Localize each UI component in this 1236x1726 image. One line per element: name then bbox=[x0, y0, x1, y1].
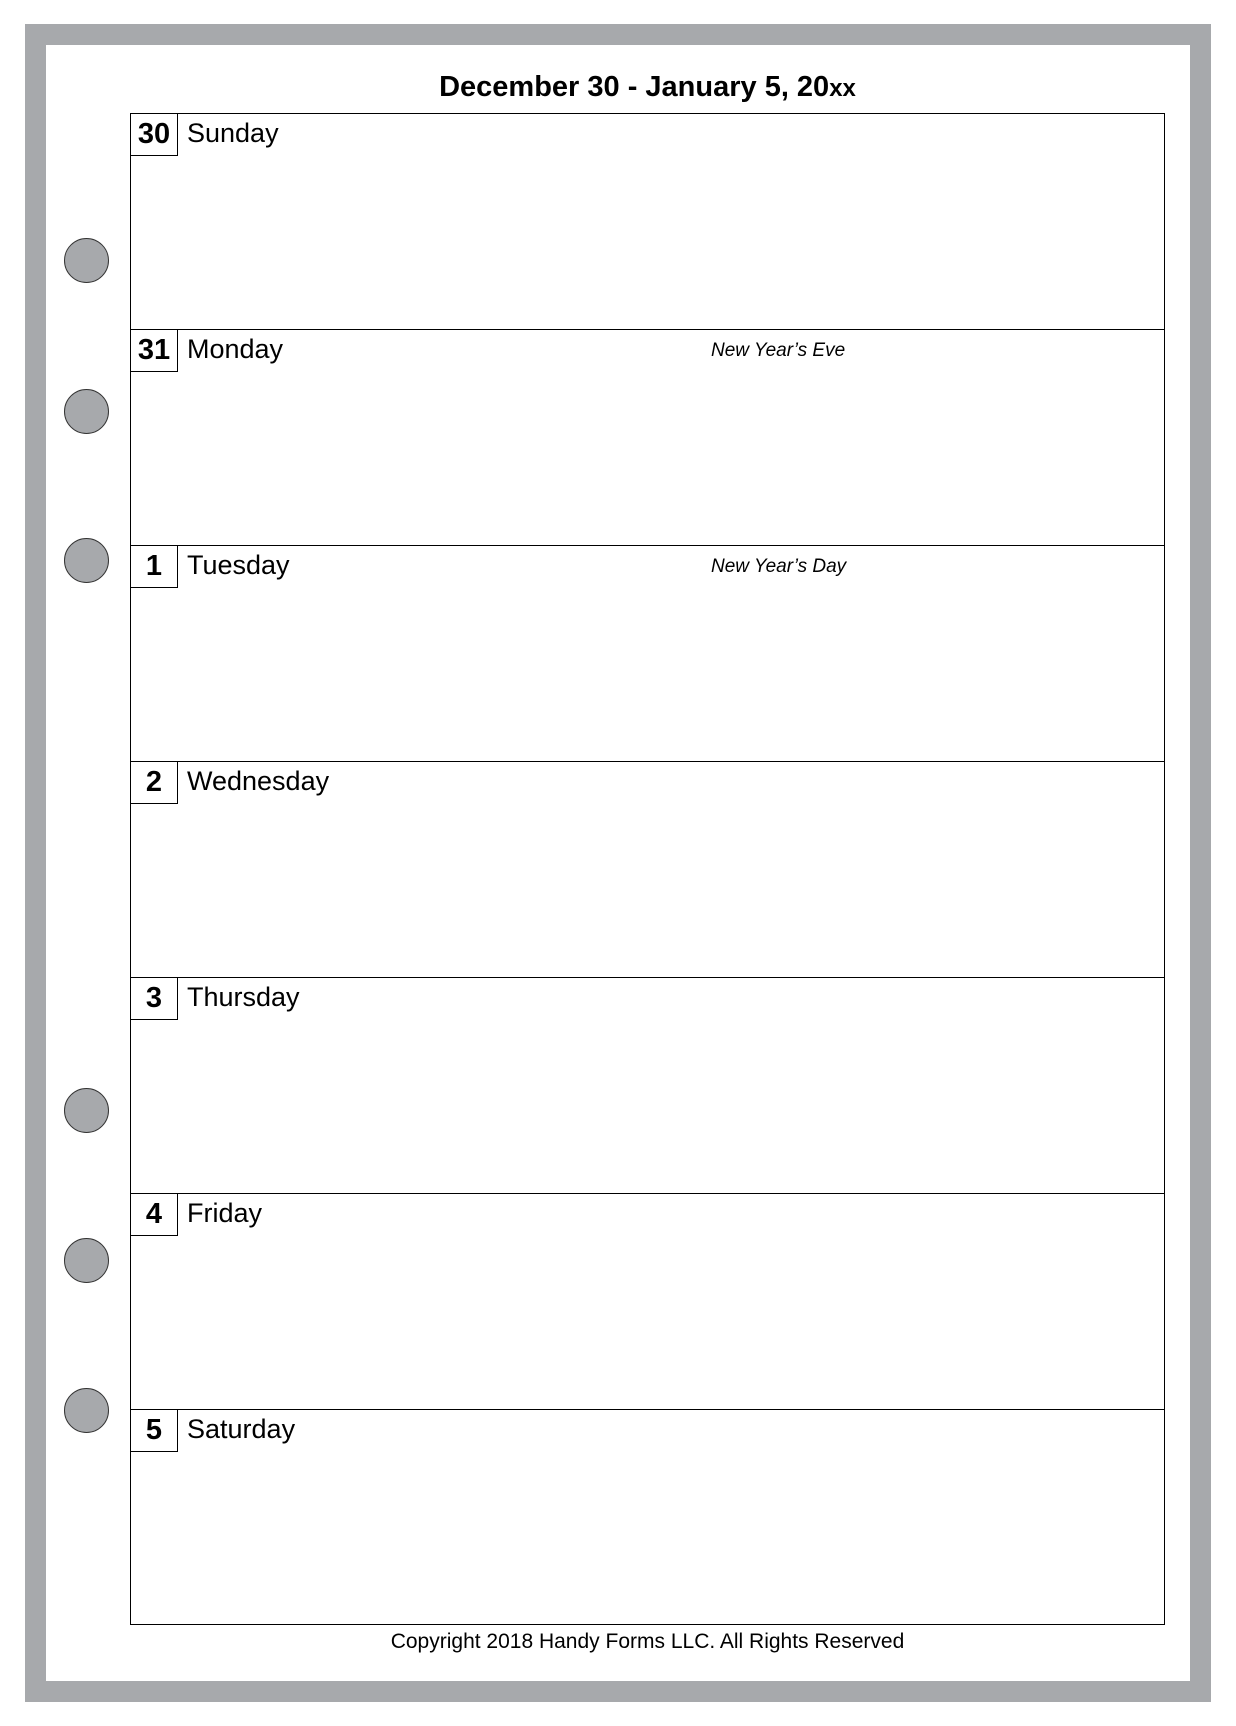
weekday-label: Saturday bbox=[187, 1414, 296, 1444]
punch-hole-icon bbox=[64, 1388, 109, 1433]
weekday-label: Friday bbox=[187, 1198, 263, 1228]
date-number: 2 bbox=[131, 762, 178, 804]
date-number: 3 bbox=[131, 978, 178, 1020]
punch-hole-icon bbox=[64, 1088, 109, 1133]
day-row-tuesday[interactable] bbox=[131, 546, 1164, 762]
weekday-label: Monday bbox=[187, 334, 284, 364]
date-number: 4 bbox=[131, 1194, 178, 1236]
page-frame bbox=[25, 24, 1211, 1702]
date-number: 5 bbox=[131, 1410, 178, 1452]
weekday-label: Sunday bbox=[187, 118, 279, 148]
planner-sheet bbox=[46, 45, 1190, 1681]
holiday-note: New Year’s Day bbox=[711, 556, 847, 577]
week-title-year-suffix: xx bbox=[829, 75, 856, 102]
punch-hole-icon bbox=[64, 389, 109, 434]
punch-hole-icon bbox=[64, 238, 109, 283]
date-number: 31 bbox=[131, 330, 178, 372]
date-number: 1 bbox=[131, 546, 178, 588]
copyright-footer: Copyright 2018 Handy Forms LLC. All Rights Reserved bbox=[390, 1630, 905, 1653]
day-row-sunday[interactable] bbox=[131, 114, 1164, 330]
day-row-thursday[interactable] bbox=[131, 978, 1164, 1194]
weekday-label: Wednesday bbox=[187, 766, 330, 796]
weekday-label: Tuesday bbox=[187, 550, 290, 580]
weekday-label: Thursday bbox=[187, 982, 300, 1012]
day-row-wednesday[interactable] bbox=[131, 762, 1164, 978]
holiday-note: New Year’s Eve bbox=[711, 340, 846, 361]
punch-hole-icon bbox=[64, 538, 109, 583]
day-row-monday[interactable] bbox=[131, 330, 1164, 546]
week-title-main: December 30 - January 5, 20 bbox=[439, 71, 830, 103]
day-row-saturday[interactable] bbox=[131, 1410, 1164, 1626]
punch-hole-icon bbox=[64, 1238, 109, 1283]
date-number: 30 bbox=[131, 114, 178, 156]
week-grid bbox=[130, 113, 1165, 1625]
week-title bbox=[130, 71, 1165, 104]
day-row-friday[interactable] bbox=[131, 1194, 1164, 1410]
